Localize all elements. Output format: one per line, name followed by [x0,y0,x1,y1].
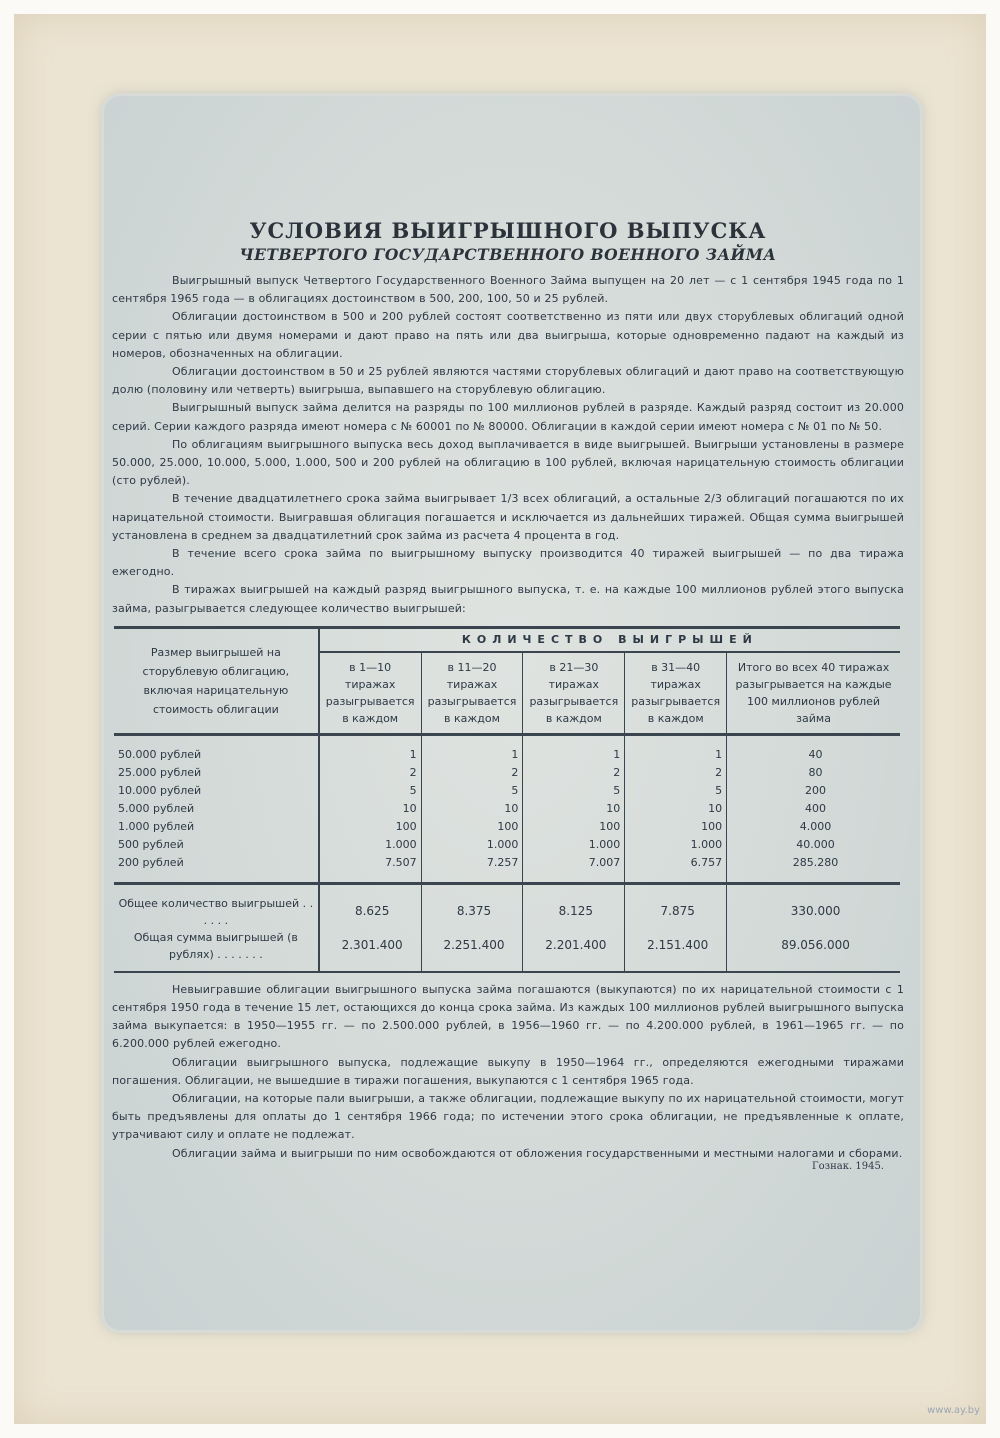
table-group-header: КОЛИЧЕСТВО ВЫИГРЫШЕЙ [319,627,900,652]
paragraph: Выигрышный выпуск займа делится на разряды по 100 миллионов рублей в разряде. Каждый разряд состоит из 20.000 серий. Серии каждого разряда имеют номера с № 60001 по № 80000. Облигации в каждой серии имеют номера с № 01 по № 50. [112,401,904,433]
table-cell: 1 [625,734,727,764]
column-header: в 21—30 тиражах разыгрывается в каждом [523,652,625,735]
prize-rows [114,734,900,972]
table-row [114,734,900,764]
table-cell: 2.151.400 [625,929,727,972]
table-cell: 100 [319,818,421,836]
table-cell: 80 [808,765,823,779]
paragraph: В тиражах выигрышей на каждый разряд выигрышного выпуска, т. е. на каждые 100 миллионов рублей этого выпуска займа, разыгрывается следующее количество выигрышей: [112,583,904,615]
table-cell: 6.757 [625,854,727,884]
column-header: в 1—10 тиражах разыгрывается в каждом [319,652,421,735]
table-cell: 2.301.400 [319,929,421,972]
table-cell: 400 [805,801,827,815]
paragraphs-bottom [112,981,904,1163]
table-cell: 40 [808,747,823,761]
paragraph: В течение всего срока займа по выигрышному выпуску производится 40 тиражей выигрышей — по два тиража ежегодно. [112,547,904,579]
paragraph: В течение двадцатилетнего срока займа выигрывает 1/3 всех облигаций, а остальные 2/3 облигаций погашаются по их нарицательной стоимости. Выигравшая облигация погашается и исключается из дальнейших тиражей. Общая сумма выигрышей установлена в среднем за двадцатилетний срок займа из расчета 4 процента в год. [112,492,904,542]
table-cell: 5 [523,782,625,800]
prize-amount: 50.000 рублей [114,734,319,764]
table-cell: 2 [625,764,727,782]
table-row [114,818,900,836]
table-cell: 8.375 [421,883,523,929]
paragraph: Облигации выигрышного выпуска, подлежащие выкупу в 1950—1964 гг., определяются ежегодными тиражами погашения. Облигации, не вышедшие в тиражи погашения, выкупаются с 1 сентября 1965 года. [112,1055,904,1087]
table-cell: 1 [319,734,421,764]
table-cell: 7.257 [421,854,523,884]
table-cell: 7.007 [523,854,625,884]
prize-amount: 500 рублей [114,836,319,854]
prize-amount: 200 рублей [114,854,319,884]
table-cell: 285.280 [727,854,900,884]
table-cell: 10 [421,800,523,818]
bond-conditions [112,218,904,1172]
table-cell: 2.251.400 [421,929,523,972]
totals-label: Общее количество выигрышей . . . . . . [114,883,319,929]
prize-amount: 1.000 рублей [114,818,319,836]
table-row [114,836,900,854]
table-cell: 2.201.400 [523,929,625,972]
table-cell: 8.625 [319,883,421,929]
column-header: в 31—40 тиражах разыгрывается в каждом [625,652,727,735]
totals-label: Общая сумма выигрышей (в рублях) . . . . . . . [114,929,319,972]
table-cell: 2 [523,764,625,782]
table-cell: 40.000 [796,837,835,851]
table-cell: 5 [421,782,523,800]
table-cell: 100 [523,818,625,836]
prize-table [114,626,900,973]
paragraph: Облигации достоинством в 50 и 25 рублей являются частями сторублевых облигаций и дают право на соответствующую долю (половину или четверть) выигрыша, выпавшего на сторублевую облигацию. [112,365,904,397]
table-cell: 100 [625,818,727,836]
table-cell: 330.000 [790,904,841,919]
table-cell: 1 [523,734,625,764]
table-row [114,800,900,818]
table-row [114,764,900,782]
paragraph: Выигрышный выпуск Четвертого Государственного Военного Займа выпущен на 20 лет — с 1 сентября 1945 года по 1 сентября 1965 года — в облигациях достоинством в 500, 200, 100, 50 и 25 рублей. [112,274,904,306]
table-row [114,854,900,884]
totals-row [114,883,900,929]
totals-row [114,929,900,972]
table-cell: 2 [319,764,421,782]
table-cell: 1.000 [421,836,523,854]
paragraph: Невыигравшие облигации выигрышного выпуска займа погашаются (выкупаются) по их нарицательной стоимости с 1 сентября 1950 года в течение 15 лет, остающихся до конца срока займа. Из каждых 100 миллионов рублей выигрышного выпуска займа выкупается: в 1950—1955 гг. — по 2.500.000 рублей, в 1956—1960 гг. — по 4.200.000 рублей, в 1961—1965 гг. — по 6.200.000 рублей ежегодно. [112,982,904,1051]
table-cell: 5 [319,782,421,800]
site-watermark: www.ay.by [927,1405,980,1416]
table-cell: 4.000 [799,819,832,833]
table-cell: 1.000 [625,836,727,854]
document-title: УСЛОВИЯ ВЫИГРЫШНОГО ВЫПУСКА [249,218,767,243]
table-cell: 10 [319,800,421,818]
table-cell: 8.125 [523,883,625,929]
printer-imprint: Гознак. 1945. [812,1160,884,1172]
paragraphs-top [112,272,904,618]
table-cell: 7.875 [625,883,727,929]
table-cell: 200 [805,783,827,797]
column-header: Итого во всех 40 тиражах разыгрывается на каждые 100 миллионов рублей займа [727,652,900,735]
table-cell: 7.507 [319,854,421,884]
column-header: в 11—20 тиражах разыгрывается в каждом [421,652,523,735]
table-left-header: Размер выигрышей на сторублевую облигацию, включая нарицательную стоимость облигации [114,627,319,734]
prize-amount: 10.000 рублей [114,782,319,800]
table-cell: 5 [625,782,727,800]
paragraph: По облигациям выигрышного выпуска весь доход выплачивается в виде выигрышей. Выигрыши установлены в размере 50.000, 25.000, 10.000, 5.000, 1.000, 500 и 200 рублей на облигацию в 100 рублей, включая нарицательную стоимость облигации (сто рублей). [112,437,904,488]
prize-amount: 5.000 рублей [114,800,319,818]
table-cell: 1.000 [319,836,421,854]
paragraph: Облигации, на которые пали выигрыши, а также облигации, подлежащие выкупу по их нарицательной стоимости, могут быть предъявлены для оплаты до 1 сентября 1966 года; по истечении этого срока облигации, не предъявленные к оплате, утрачивают силу и оплате не подлежат. [112,1092,904,1142]
prize-amount: 25.000 рублей [114,764,319,782]
table-cell: 10 [625,800,727,818]
table-cell: 89.056.000 [727,929,900,972]
document-subtitle: ЧЕТВЕРТОГО ГОСУДАРСТВЕННОГО ВОЕННОГО ЗАЙМА [239,245,777,264]
table-cell: 1 [421,734,523,764]
table-cell: 10 [523,800,625,818]
table-cell: 2 [421,764,523,782]
table-row [114,782,900,800]
table-cell: 100 [421,818,523,836]
paragraph: Облигации достоинством в 500 и 200 рублей состоят соответственно из пяти или двух сторублевых облигаций одной серии с пятью или двумя номерами и дают право на пять или два выигрыша, которые одновременно падают на каждый из номеров, обозначенных на облигации. [112,310,904,360]
table-cell: 1.000 [523,836,625,854]
paragraph: Облигации займа и выигрыши по ним освобождаются от обложения государственными и местными налогами и сборами. [172,1146,903,1160]
